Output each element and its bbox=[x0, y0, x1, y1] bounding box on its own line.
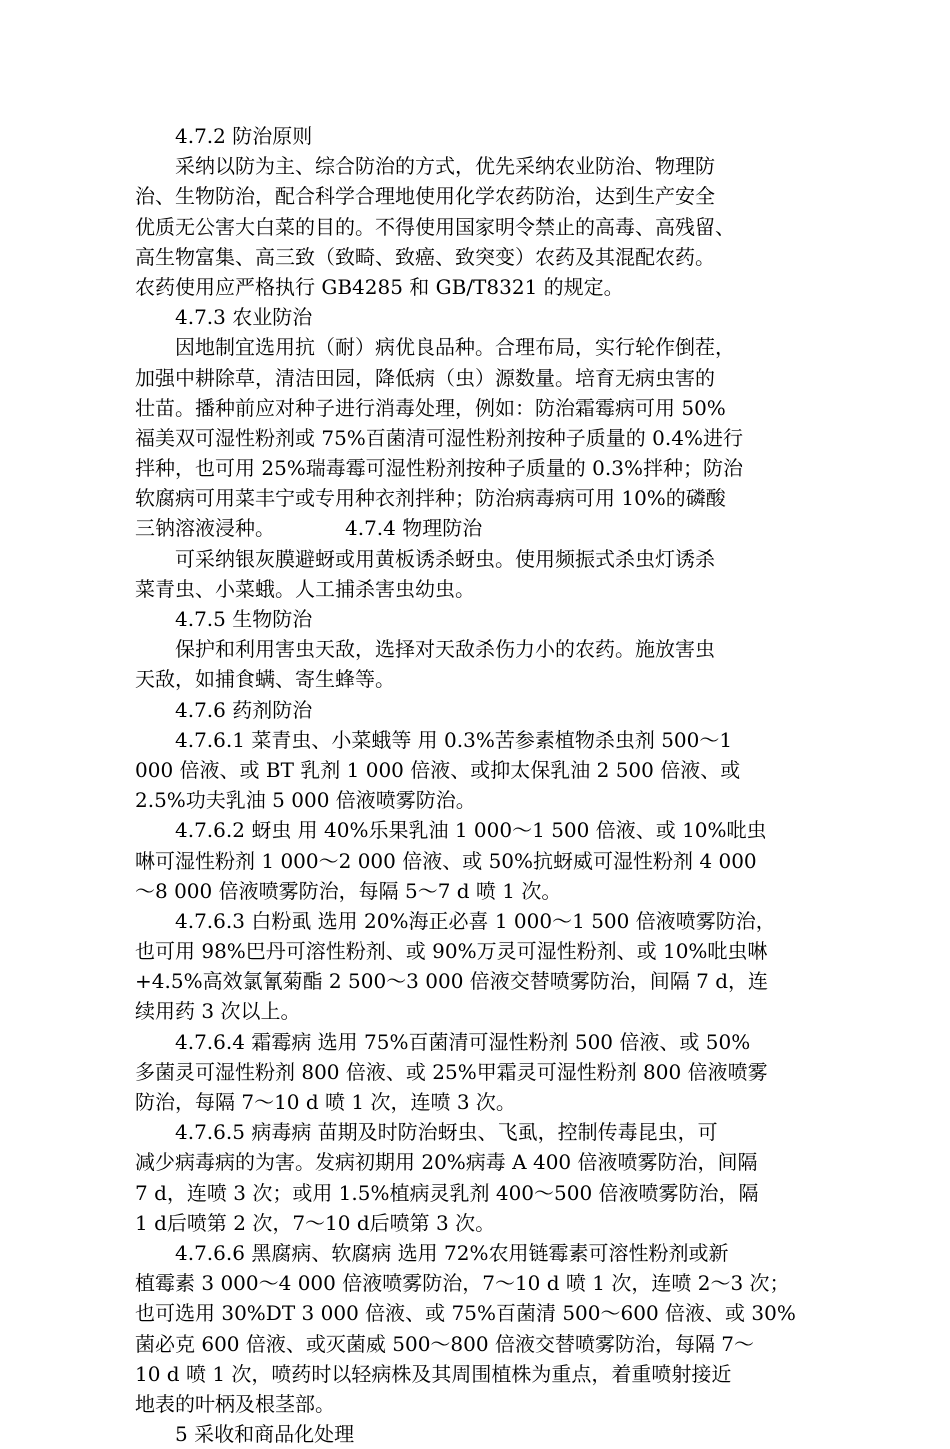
text-line: 菌必克 600 倍液、或灭菌威 500～800 倍液交替喷雾防治，每隔 7～ bbox=[135, 1331, 755, 1356]
text-line: 地表的叶柄及根茎部。 bbox=[135, 1391, 335, 1416]
text-line: 4.7.6.2 蚜虫 用 40%乐果乳油 1 000～1 500 倍液、或 10%吡虫 bbox=[135, 818, 767, 843]
text-line: 因地制宜选用抗（耐）病优良品种。合理布局，实行轮作倒茬， bbox=[135, 335, 735, 360]
document-body bbox=[135, 121, 825, 1449]
text-line: 4.7.5 生物防治 bbox=[135, 607, 313, 631]
text-line: 天敌，如捕食螨、寄生蜂等。 bbox=[135, 667, 395, 692]
text-line: 拌种，也可用 25%瑞毒霉可湿性粉剂按种子质量的 0.3%拌种；防治 bbox=[135, 456, 743, 481]
text-line: 壮苗。播种前应对种子进行消毒处理，例如：防治霜霉病可用 50% bbox=[135, 395, 726, 420]
text-line: 续用药 3 次以上。 bbox=[135, 999, 301, 1024]
text-line: 啉可湿性粉剂 1 000～2 000 倍液、或 50%抗蚜威可湿性粉剂 4 000 bbox=[135, 848, 757, 873]
text-line: 福美双可湿性粉剂或 75%百菌清可湿性粉剂按种子质量的 0.4%进行 bbox=[135, 425, 743, 450]
text-line: +4.5%高效氯氰菊酯 2 500～3 000 倍液交替喷雾防治，间隔 7 d，连 bbox=[135, 969, 769, 994]
text-line: 保护和利用害虫天敌，选择对天敌杀伤力小的农药。施放害虫 bbox=[135, 637, 715, 662]
text-line: 4.7.6.4 霜霉病 选用 75%百菌清可湿性粉剂 500 倍液、或 50% bbox=[135, 1029, 751, 1054]
text-line: 可采纳银灰膜避蚜或用黄板诱杀蚜虫。使用频振式杀虫灯诱杀 bbox=[135, 546, 715, 571]
text-line: 10 d 喷 1 次，喷药时以轻病株及其周围植株为重点，着重喷射接近 bbox=[135, 1361, 732, 1386]
text-line: 4.7.6 药剂防治 bbox=[135, 697, 313, 722]
text-line: 4.7.6.5 病毒病 苗期及时防治蚜虫、飞虱，控制传毒昆虫，可 bbox=[135, 1120, 718, 1145]
text-line: 也可选用 30%DT 3 000 倍液、或 75%百菌清 500～600 倍液、或 30% bbox=[135, 1301, 796, 1326]
text-line: 4.7.3 农业防治 bbox=[135, 305, 313, 330]
text-line: 4.7.6.6 黑腐病、软腐病 选用 72%农用链霉素可溶性粉剂或新 bbox=[135, 1240, 729, 1265]
text-line: 2.5%功夫乳油 5 000 倍液喷雾防治。 bbox=[135, 788, 476, 813]
text-line: 软腐病可用菜丰宁或专用种衣剂拌种；防治病毒病可用 10%的磷酸 bbox=[135, 486, 726, 511]
text-line: 三钠溶液浸种。 4.7.4 物理防治 bbox=[135, 516, 483, 541]
text-line: 农药使用应严格执行 GB4285 和 GB/T8321 的规定。 bbox=[135, 274, 624, 299]
text-line: 优质无公害大白菜的目的。不得使用国家明令禁止的高毒、高残留、 bbox=[135, 214, 735, 239]
text-line: 4.7.6.1 菜青虫、小菜蛾等 用 0.3%苦参素植物杀虫剂 500～1 bbox=[135, 727, 733, 752]
text-line: 治、生物防治，配合科学合理地使用化学农药防治，达到生产安全 bbox=[135, 184, 715, 209]
text-line: 菜青虫、小菜蛾。人工捕杀害虫幼虫。 bbox=[135, 576, 475, 601]
text-line: 减少病毒病的为害。发病初期用 20%病毒 A 400 倍液喷雾防治，间隔 bbox=[135, 1150, 758, 1175]
text-line: 4.7.6.3 白粉虱 选用 20%海正必喜 1 000～1 500 倍液喷雾防治， bbox=[135, 908, 776, 933]
text-line: ～8 000 倍液喷雾防治，每隔 5～7 d 喷 1 次。 bbox=[135, 878, 562, 903]
text-line: 也可用 98%巴丹可溶性粉剂、或 90%万灵可湿性粉剂、或 10%吡虫啉 bbox=[135, 939, 768, 964]
text-line: 多菌灵可湿性粉剂 800 倍液、或 25%甲霜灵可湿性粉剂 800 倍液喷雾 bbox=[135, 1059, 768, 1084]
text-line: 防治，每隔 7～10 d 喷 1 次，连喷 3 次。 bbox=[135, 1090, 516, 1114]
text-line: 高生物富集、高三致（致畸、致癌、致突变）农药及其混配农药。 bbox=[135, 244, 715, 269]
text-line: 加强中耕除草，清洁田园，降低病（虫）源数量。培育无病虫害的 bbox=[135, 365, 715, 390]
text-line: 植霉素 3 000～4 000 倍液喷雾防治，7～10 d 喷 1 次，连喷 2～3 次； bbox=[135, 1271, 790, 1296]
text-line: 采纳以防为主、综合防治的方式，优先采纳农业防治、物理防 bbox=[135, 154, 715, 179]
text-line: 1 d后喷第 2 次，7～10 d后喷第 3 次。 bbox=[135, 1210, 496, 1235]
text-line: 4.7.2 防治原则 bbox=[135, 124, 313, 148]
text-line: 000 倍液、或 BT 乳剂 1 000 倍液、或抑太保乳油 2 500 倍液、或 bbox=[135, 757, 741, 782]
text-line: 5 采收和商品化处理 bbox=[135, 1422, 355, 1447]
text-line: 7 d，连喷 3 次；或用 1.5%植病灵乳剂 400～500 倍液喷雾防治，隔 bbox=[135, 1180, 759, 1205]
